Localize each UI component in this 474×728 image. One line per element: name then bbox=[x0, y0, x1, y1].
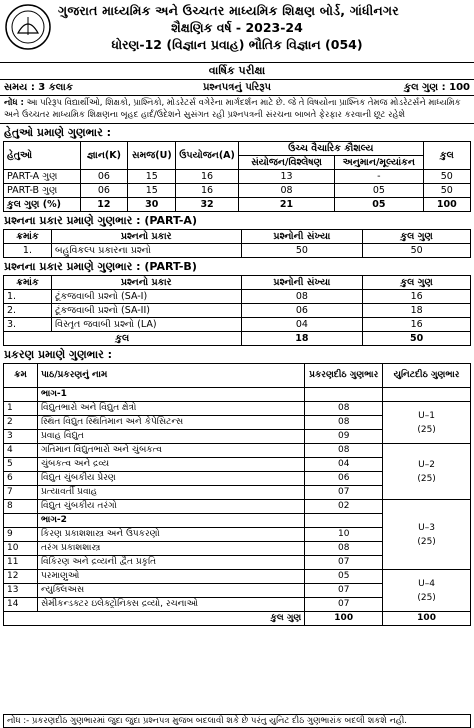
table-cell: 1. bbox=[4, 244, 52, 258]
table-cell: 3 bbox=[4, 430, 38, 444]
table-cell: 32 bbox=[176, 198, 239, 212]
table-cell: - bbox=[335, 170, 424, 184]
table-cell: 9 bbox=[4, 528, 38, 542]
table-header-cell: કુલ ગુણ bbox=[363, 276, 471, 290]
info-bar bbox=[0, 79, 474, 96]
page-header bbox=[0, 0, 474, 63]
unit-name: U–3 bbox=[418, 522, 435, 533]
table-cell: સ્થિત વિદ્યુત સ્થિતિમાન અને કેપેસિટન્સ bbox=[37, 416, 304, 430]
table-cell: સેમીકન્ડક્ટર ઇલેક્ટ્રોનિક્સ દ્રવ્યો, રચનાઓ bbox=[37, 598, 304, 612]
table-cell: ટૂંકજવાબી પ્રશ્નો (SA-II) bbox=[51, 304, 241, 318]
note-text: આ પરિરૂપ વિદ્યાર્થીઓ, શિક્ષકો, પ્રાશ્નિકો, મોડરેટર્સ વગેરેના માર્ગદર્શન માટે છે. જે તે વિષયોના પ્રાશ્નિક તેમજ મોડરેટર્સને માધ્યમિક અને ઉચ્ચતર માધ્યમિક શિક્ષણના બૃહદ હાર્દ/ઉદેશને સુસંગત રહી પ્રશ્નપત્રની સંરચના બાબતે ફેરફાર કરવાની છૂટ રહેશે bbox=[4, 98, 461, 120]
table-cell: 15 bbox=[128, 184, 176, 198]
table-cell: 05 bbox=[335, 198, 424, 212]
table-header-cell: ક્રમાંક bbox=[4, 230, 52, 244]
note-block bbox=[0, 96, 474, 124]
table-row bbox=[4, 290, 471, 304]
table-row bbox=[4, 244, 471, 258]
unit-name: U–4 bbox=[418, 578, 435, 589]
table-row-total bbox=[4, 198, 471, 212]
unit-name: U–2 bbox=[418, 459, 435, 470]
table-cell: 5 bbox=[4, 458, 38, 472]
table-row-total bbox=[4, 612, 471, 626]
table-cell: પ્રવાહ વિદ્યુત bbox=[37, 430, 304, 444]
table-cell: 18 bbox=[363, 304, 471, 318]
table-cell: 100 bbox=[305, 612, 383, 626]
table-cell: 16 bbox=[363, 290, 471, 304]
table-cell: 08 bbox=[241, 290, 363, 304]
academic-year: શૈક્ષણિક વર્ષ - 2023-24 bbox=[171, 20, 303, 35]
table-cell: પ્રત્યાવર્તી પ્રવાહ bbox=[37, 486, 304, 500]
unit-cell bbox=[383, 570, 471, 612]
board-name: ગુજરાત માધ્યમિક અને ઉચ્ચતર માધ્યમિક શિક્ષણ બોર્ડ, ગાંધીનગર bbox=[58, 3, 399, 18]
obj-col-application: ઉપયોજન(A) bbox=[176, 142, 239, 170]
table-cell: 04 bbox=[305, 458, 383, 472]
table-header-cell: ક્રમ bbox=[4, 364, 38, 388]
footer-note: નોંધ :- પ્રકરણદીઠ ગુણભારમાં જુદા જુદા પ્રશ્નપત્ર મુજબ બદલાવી શકે છે પરંતુ યુનિટ દીઠ ગુણભારાંક બદલી શકશે નહી. bbox=[3, 714, 471, 728]
table-header-cell: કુલ ગુણ bbox=[363, 230, 471, 244]
table-row bbox=[4, 570, 471, 584]
table-cell: વિસ્તૃત જવાબી પ્રશ્નો (LA) bbox=[51, 318, 241, 332]
table-cell: 10 bbox=[4, 542, 38, 556]
table-cell: 100 bbox=[423, 198, 470, 212]
part-b-table bbox=[3, 275, 471, 346]
table-header-cell: પાઠ/પ્રકરણનું નામ bbox=[37, 364, 304, 388]
table-cell: 13 bbox=[4, 584, 38, 598]
table-cell: 3. bbox=[4, 318, 52, 332]
table-cell: 07 bbox=[305, 598, 383, 612]
objectives-table bbox=[3, 141, 471, 212]
unit-marks: (25) bbox=[417, 473, 436, 484]
table-row-total bbox=[4, 332, 471, 346]
table-header-cell: પ્રશ્નનો પ્રકાર bbox=[51, 276, 241, 290]
table-row bbox=[4, 500, 471, 514]
table-cell: 09 bbox=[305, 430, 383, 444]
table-cell: 08 bbox=[238, 184, 334, 198]
table-header-cell: ક્રમાંક bbox=[4, 276, 52, 290]
table-cell: ગતિમાન વિદ્યુતભારો અને ચુંબકત્વ bbox=[37, 444, 304, 458]
table-row bbox=[4, 402, 471, 416]
table-cell: 06 bbox=[305, 472, 383, 486]
table-cell: 4 bbox=[4, 444, 38, 458]
table-cell: 6 bbox=[4, 472, 38, 486]
table-cell: કુલ ગુણ (%) bbox=[4, 198, 81, 212]
table-cell: 07 bbox=[305, 486, 383, 500]
table-cell: કુલ ગુણ bbox=[4, 612, 305, 626]
table-cell: 50 bbox=[363, 332, 471, 346]
table-cell: PART-B ગુણ bbox=[4, 184, 81, 198]
table-cell: 16 bbox=[176, 184, 239, 198]
table-cell: પરમાણુઓ bbox=[37, 570, 304, 584]
chapters-table bbox=[3, 363, 471, 626]
table-row bbox=[4, 184, 471, 198]
table-cell: વિદ્યુત ચુંબકીય તરંગો bbox=[37, 500, 304, 514]
table-cell: 1. bbox=[4, 290, 52, 304]
table-cell: 07 bbox=[305, 584, 383, 598]
chapters-heading: પ્રકરણ પ્રમાણે ગુણભાર : bbox=[4, 348, 113, 361]
table-cell: 06 bbox=[241, 304, 363, 318]
table-cell: કિરણ પ્રકાશશાસ્ત્ર અને ઉપકરણો bbox=[37, 528, 304, 542]
table-cell: 50 bbox=[423, 184, 470, 198]
total-marks-label: કુલ ગુણ : 100 bbox=[404, 82, 470, 93]
table-cell: વિદ્યુતભારો અને વિદ્યુત ક્ષેત્રો bbox=[37, 402, 304, 416]
part-b-heading: પ્રશ્નના પ્રકાર પ્રમાણે ગુણભાર : (PART-B) bbox=[4, 260, 197, 273]
table-row bbox=[4, 444, 471, 458]
table-cell: 2 bbox=[4, 416, 38, 430]
table-cell: ન્યુક્લિઅસ bbox=[37, 584, 304, 598]
table-cell: 13 bbox=[238, 170, 334, 184]
obj-subcol-analysis: સંયોજન/વિશ્લેષણ bbox=[238, 156, 334, 170]
table-cell: 02 bbox=[305, 500, 383, 514]
exam-name: વાર્ષિક પરીક્ષા bbox=[208, 64, 266, 77]
table-cell: ચુંબકત્વ અને દ્રવ્ય bbox=[37, 458, 304, 472]
table-cell: 06 bbox=[80, 170, 128, 184]
subject-title: ધોરણ-12 (વિજ્ઞાન પ્રવાહ) ભૌતિક વિજ્ઞાન (054) bbox=[111, 37, 363, 52]
table-cell: 2. bbox=[4, 304, 52, 318]
table-cell: 05 bbox=[305, 570, 383, 584]
unit-marks: (25) bbox=[417, 536, 436, 547]
table-cell: 08 bbox=[305, 402, 383, 416]
table-cell: 15 bbox=[128, 170, 176, 184]
table-header-cell: પ્રકરણદીઠ ગુણભાર bbox=[305, 364, 383, 388]
table-row bbox=[4, 170, 471, 184]
table-cell: 16 bbox=[363, 318, 471, 332]
table-cell: વિકિરણ અને દ્રવ્યની દ્વૈત પ્રકૃતિ bbox=[37, 556, 304, 570]
table-cell: ટૂંકજવાબી પ્રશ્નો (SA-I) bbox=[51, 290, 241, 304]
note-label: નોંધ : bbox=[4, 98, 24, 108]
obj-col-objective: હેતુઓ bbox=[4, 142, 81, 170]
table-cell: 100 bbox=[383, 612, 471, 626]
table-row bbox=[4, 318, 471, 332]
table-cell: 08 bbox=[305, 416, 383, 430]
table-cell: 50 bbox=[363, 244, 471, 258]
table-cell: 21 bbox=[238, 198, 334, 212]
table-cell: 30 bbox=[128, 198, 176, 212]
unit-cell bbox=[383, 500, 471, 570]
objectives-heading: હેતુઓ પ્રમાણે ગુણભાર : bbox=[4, 126, 111, 139]
table-cell: 18 bbox=[241, 332, 363, 346]
table-cell: 50 bbox=[423, 170, 470, 184]
table-cell: 16 bbox=[176, 170, 239, 184]
table-cell: 04 bbox=[241, 318, 363, 332]
part-2-label: ભાગ-2 bbox=[37, 514, 304, 528]
unit-marks: (25) bbox=[417, 424, 436, 435]
unit-name: U–1 bbox=[418, 410, 435, 421]
table-cell: 07 bbox=[305, 556, 383, 570]
table-header-cell: પ્રશ્નોની સંખ્યા bbox=[241, 276, 363, 290]
table-header-cell: પ્રશ્નનો પ્રકાર bbox=[51, 230, 241, 244]
table-cell: વિદ્યુત ચુંબકીય પ્રેરણ bbox=[37, 472, 304, 486]
table-cell: તરંગ પ્રકાશશાસ્ત્ર bbox=[37, 542, 304, 556]
unit-marks: (25) bbox=[417, 592, 436, 603]
table-cell: 50 bbox=[241, 244, 363, 258]
part-a-heading: પ્રશ્નના પ્રકાર પ્રમાણે ગુણભાર : (PART-A) bbox=[4, 214, 197, 227]
table-header-cell: પ્રશ્નોની સંખ્યા bbox=[241, 230, 363, 244]
obj-subcol-evaluation: અનુમાન/મૂલ્યાંકન bbox=[335, 156, 424, 170]
table-cell: 10 bbox=[305, 528, 383, 542]
table-cell: 7 bbox=[4, 486, 38, 500]
unit-cell bbox=[383, 402, 471, 444]
table-cell: 8 bbox=[4, 500, 38, 514]
paper-pattern-title: પ્રશ્નપત્રનું પરિરૂપ bbox=[202, 82, 272, 93]
table-cell: કુલ bbox=[4, 332, 242, 346]
table-cell: બહુવિકલ્પ પ્રકારના પ્રશ્નો bbox=[51, 244, 241, 258]
part-1-label: ભાગ-1 bbox=[37, 388, 304, 402]
obj-col-total: કુલ bbox=[423, 142, 470, 170]
table-cell: 14 bbox=[4, 598, 38, 612]
table-cell: 12 bbox=[4, 570, 38, 584]
table-cell: 08 bbox=[305, 542, 383, 556]
table-cell: 1 bbox=[4, 402, 38, 416]
unit-cell bbox=[383, 444, 471, 500]
obj-col-hots: ઉચ્ચ વૈચારિક કૌશલ્ય bbox=[238, 142, 423, 156]
table-cell: PART-A ગુણ bbox=[4, 170, 81, 184]
time-label: સમય : 3 કલાક bbox=[4, 82, 73, 93]
table-row bbox=[4, 304, 471, 318]
table-cell: 12 bbox=[80, 198, 128, 212]
table-cell: 05 bbox=[335, 184, 424, 198]
part-a-table bbox=[3, 229, 471, 258]
table-cell: 08 bbox=[305, 444, 383, 458]
table-cell: 06 bbox=[80, 184, 128, 198]
obj-col-understanding: સમજ(U) bbox=[128, 142, 176, 170]
obj-col-knowledge: જ્ઞાન(K) bbox=[80, 142, 128, 170]
table-cell: 11 bbox=[4, 556, 38, 570]
table-header-cell: યુનિટદીઠ ગુણભાર bbox=[383, 364, 471, 388]
